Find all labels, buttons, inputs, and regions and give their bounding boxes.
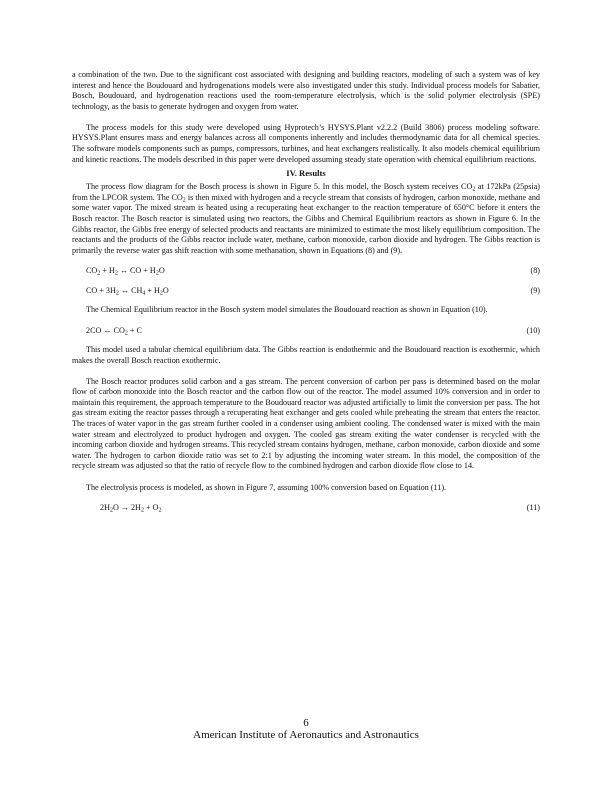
equation-10-number: (10) [526,326,540,335]
equation-8-expression: $CO_2 + H_2$ ↔ CO + $H_2O$ [86,266,165,277]
equation-10-expression: 2CO ↔ $CO_2 + C$ [86,326,142,337]
equation-8 [72,265,540,276]
paragraph-chemical-equilibrium: The Chemical Equilibrium reactor in the Bosch system model simulates the Boudouard reaction as shown in Equation (10). [86,305,488,315]
equation-9 [72,285,540,296]
equation-11 [72,502,540,513]
footer-organization: American Institute of Aeronautics and Astronautics [193,729,419,741]
paragraph-tabular-data: This model used a tabular chemical equilibrium data. The Gibbs reaction is endothermic and the Boudouard reaction is exothermic, which makes the overall Bosch reaction exothermic. [72,345,540,365]
paragraph-electrolysis: The electrolysis process is modeled, as shown in Figure 7, assuming 100% conversion based on Equation (11). [86,482,447,492]
section-heading-results: IV. Results [286,168,326,179]
equation-8-number: (8) [530,266,540,276]
equation-11-expression: $2H_2O \to 2H_2 + O_2$ [100,503,162,514]
paragraph-process-models: The process models for this study were developed using Hyprotech’s HYSYS.Plant v2.2.2 (Build 3806) process modeling software. HYSYS.Plant ensures mass and energy balances across all components inherently and includes thermodynamic data for all chemical species. The software models components such as pumps, compressors, turbines, and heat exchangers realistically. It also models chemical equilibrium and kinetic reactions. The models described in this paper were developed assuming steady state operation with chemical equilibrium reactions. [72,122,540,164]
equation-11-number: (11) [526,503,540,513]
paragraph-bosch-process: The process flow diagram for the Bosch process is shown in Figure 5. In this model, the Bosch system receives $CO_2$ at 172kPa (25psia) from the LPCOR system. The $CO_2$ is then mixed with hydrogen and a recycle stream that consists of hydrogen, carbon monoxide, methane and some water vapor. The mixed stream is heated using a recuperating heat exchanger to the reaction temperature of 650°C before it enters the Bosch reactor. The Bosch reactor is simulated using two reactors, the Gibbs and Chemical Equilibrium reactors as shown in Figure 6. In the Gibbs reactor, the Gibbs free energy of selected products and reactants are minimized to estimate the most likely equilibrium composition. The reactants and the products of the Gibbs reactor include water, methane, carbon monoxide, carbon dioxide and hydrogen. The Gibbs reaction is primarily the reverse water gas shift reaction with some methanation, shown in Equations (8) and (9). [72,182,540,255]
page-body [72,70,540,522]
equation-9-number: (9) [530,286,540,296]
equation-9-expression: CO + $3H_2$ ↔ $CH_4 + H_2O$ [86,286,169,297]
equation-10 [72,325,540,336]
paragraph-intro-continuation: a combination of the two. Due to the significant cost associated with designing and building reactors, modeling of such a system was of key interest and hence the Boudouard and hydrogenations models were also investigated under this study. Individual process models for Sabatier, Bosch, Boudouard, and hydrogenation reactions used the room-temperature electrolysis, which is the solid polymer electrolysis (SPE) technology, as the basis to generate hydrogen and oxygen from water. [72,70,540,111]
page-number: 6 [303,717,309,729]
paragraph-bosch-reactor: The Bosch reactor produces solid carbon and a gas stream. The percent conversion of carbon per pass is determined based on the molar flow of carbon monoxide into the Bosch reactor and the carbon flow out of the reactor. The model assumed 10% conversion and in order to maintain this requirement, the approach temperature to the Boudouard reactor was adjusted artificially to limit the conversion per pass. The hot gas stream exiting the reactor passes through a recuperating heat exchanger and gets cooled while preheating the stream that enters the reactor. The traces of water vapor in the gas stream further cooled in a condenser using ambient cooling. The condensed water is mixed with the main water stream and electrolyzed to product hydrogen and oxygen. The cooled gas stream exiting the water condenser is recycled with the incoming carbon dioxide and hydrogen streams. This recycled stream contains hydrogen, methane, carbon monoxide, carbon dioxide and some water. The hydrogen to carbon dioxide ratio was set to 2:1 by adjusting the incoming water stream. In this model, the composition of the recycle stream was adjusted so that the ratio of recycle flow to the combined hydrogen and carbon dioxide flow close to 14. [72,376,540,471]
